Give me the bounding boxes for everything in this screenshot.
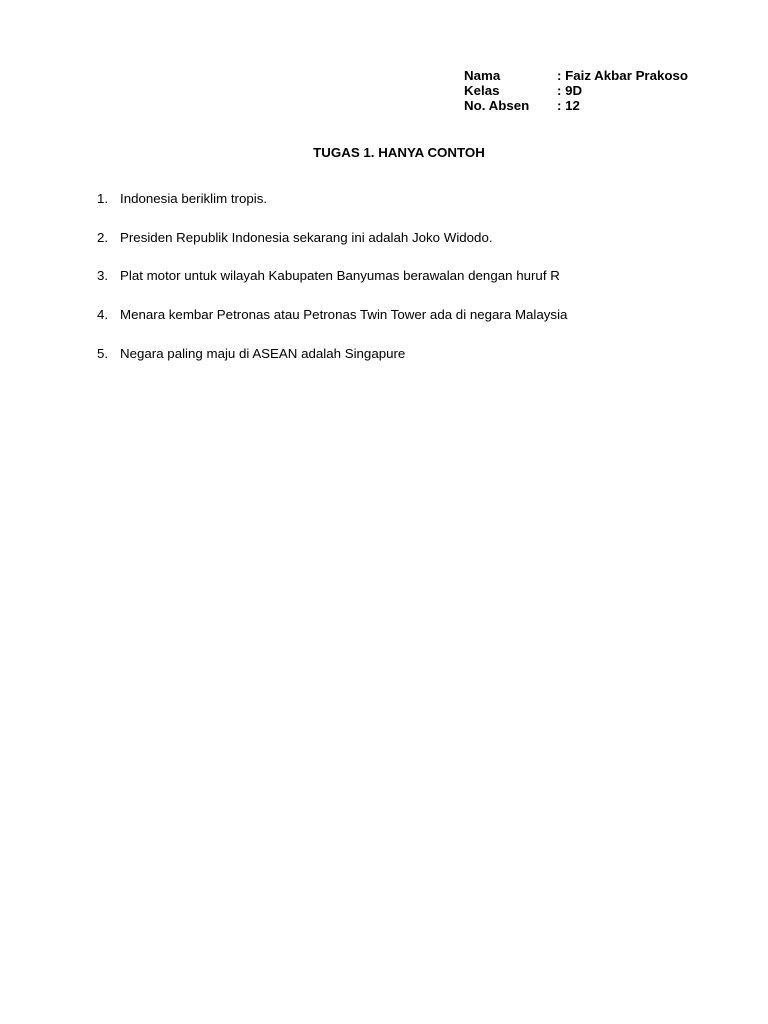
list-item	[97, 230, 567, 269]
list-item	[97, 346, 567, 385]
class-label: Kelas	[464, 83, 500, 98]
name-row	[464, 68, 688, 83]
item-number: 2.	[97, 229, 109, 245]
item-text: Indonesia beriklim tropis.	[120, 191, 268, 206]
item-text: Plat motor untuk wilayah Kabupaten Banyumas berawalan dengan huruf R	[120, 268, 560, 284]
class-row	[464, 83, 688, 98]
item-number: 3.	[97, 268, 109, 284]
list-item	[97, 268, 567, 307]
absen-label: No. Absen	[464, 98, 530, 113]
item-number: 4.	[97, 307, 109, 323]
class-value: : 9D	[557, 83, 583, 98]
item-text: Menara kembar Petronas atau Petronas Twin Tower ada di negara Malaysia	[120, 307, 568, 323]
item-text: Presiden Republik Indonesia sekarang ini adalah Joko Widodo.	[120, 229, 493, 245]
student-info	[464, 68, 688, 113]
item-number: 1.	[97, 191, 109, 206]
absen-row	[464, 98, 688, 113]
list-item	[97, 307, 567, 346]
task-list	[97, 191, 567, 384]
name-label: Nama	[464, 68, 501, 83]
item-number: 5.	[97, 345, 109, 361]
name-value: : Faiz Akbar Prakoso	[557, 68, 689, 83]
item-text: Negara paling maju di ASEAN adalah Singapure	[120, 345, 406, 361]
list-item	[97, 191, 567, 230]
document-title: TUGAS 1. HANYA CONTOH	[313, 145, 485, 160]
absen-value: : 12	[557, 98, 580, 113]
